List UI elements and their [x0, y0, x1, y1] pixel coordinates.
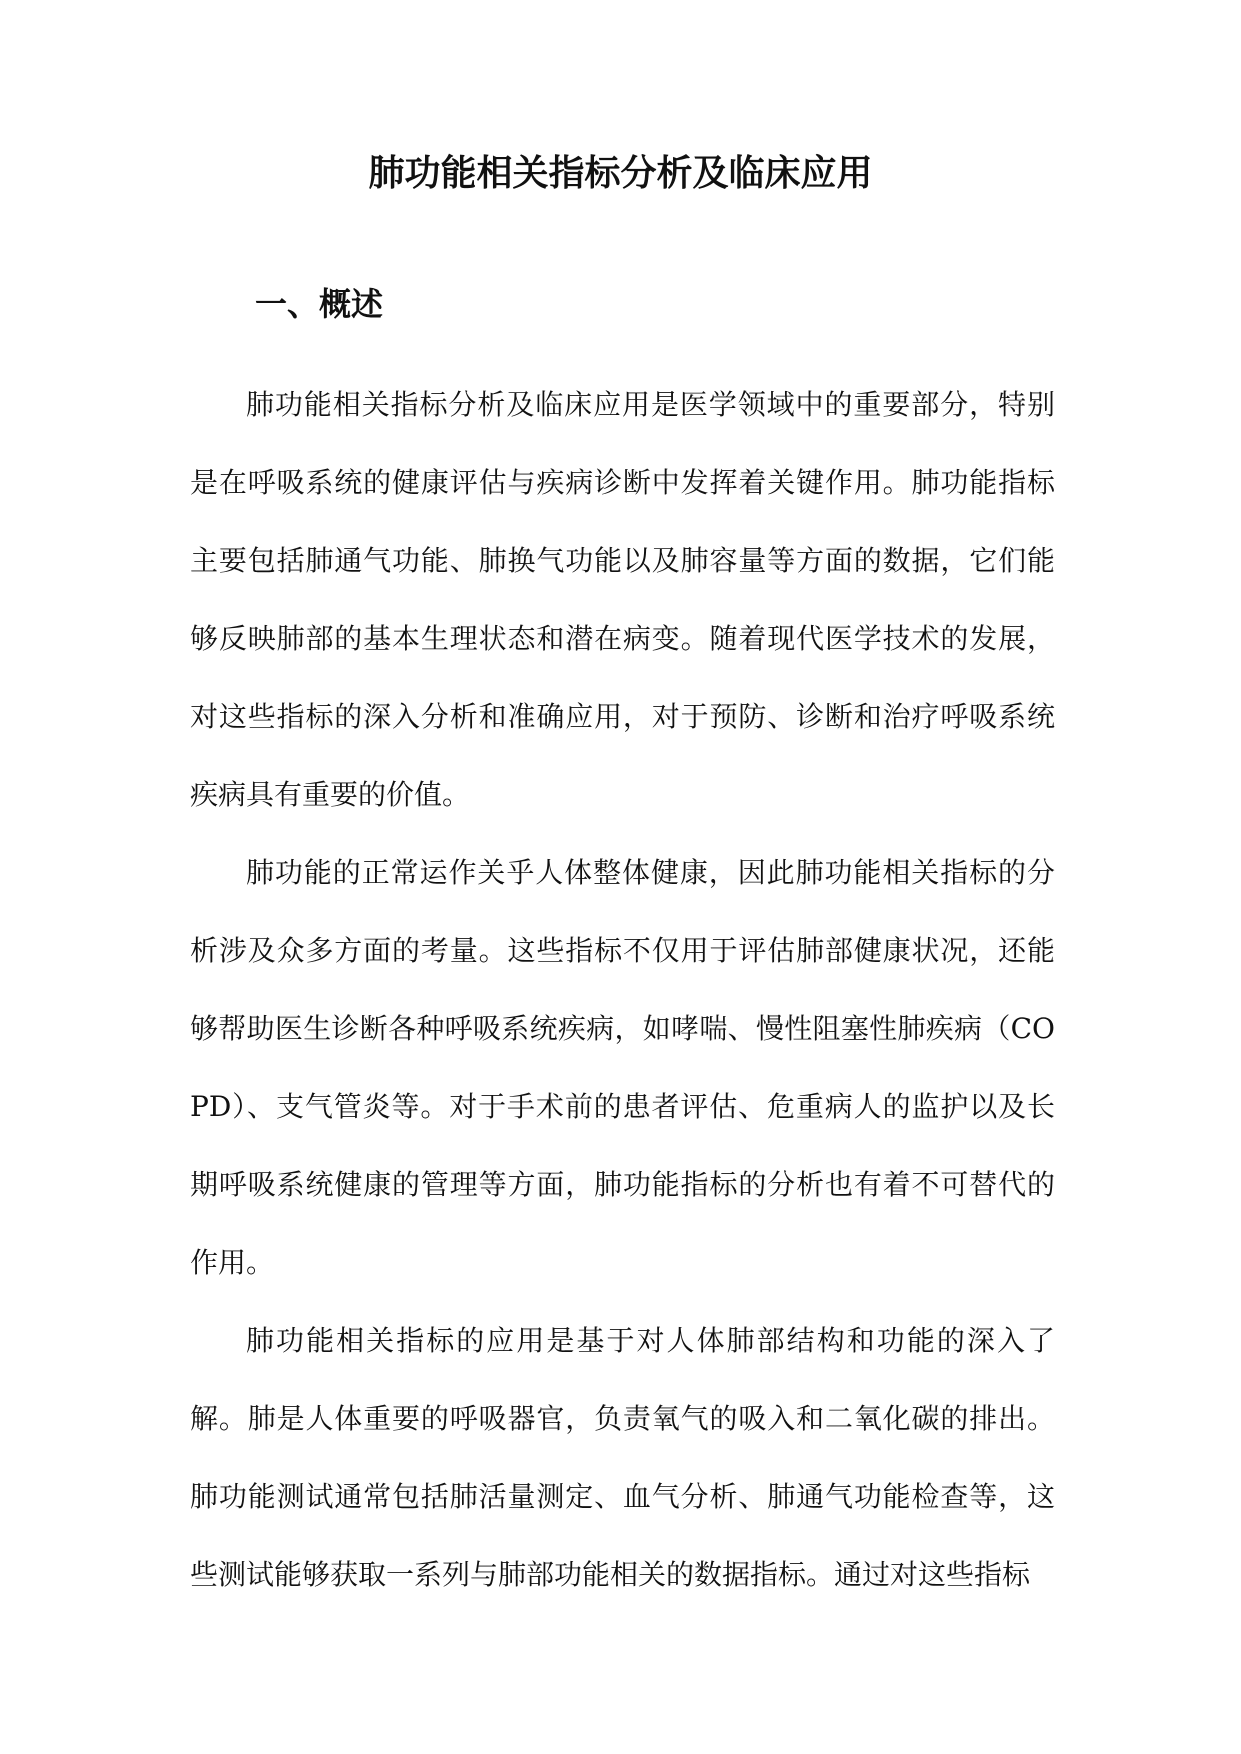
- paragraph-1: 肺功能相关指标分析及临床应用是医学领域中的重要部分，特别是在呼吸系统的健康评估与疾病诊断中发挥着关键作用。肺功能指标主要包括肺通气功能、肺换气功能以及肺容量等方面的数据，它们能够反映肺部的基本生理状态和潜在病变。随着现代医学技术的发展，对这些指标的深入分析和准确应用，对于预防、诊断和治疗呼吸系统疾病具有重要的价值。: [190, 388, 1055, 811]
- document-title: 肺功能相关指标分析及临床应用: [368, 153, 873, 194]
- paragraph-3: 肺功能相关指标的应用是基于对人体肺部结构和功能的深入了解。肺是人体重要的呼吸器官，负责氧气的吸入和二氧化碳的排出。肺功能测试通常包括肺活量测定、血气分析、肺通气功能检查等，这些测试能够获取一系列与肺部功能相关的数据指标。通过对这些指标: [190, 1324, 1055, 1591]
- section-body: [190, 366, 1055, 1614]
- paragraph-2: 肺功能的正常运作关乎人体整体健康，因此肺功能相关指标的分析涉及众多方面的考量。这些指标不仅用于评估肺部健康状况，还能够帮助医生诊断各种呼吸系统疾病，如哮喘、慢性阻塞性肺疾病（COPD）、支气管炎等。对于手术前的患者评估、危重病人的监护以及长期呼吸系统健康的管理等方面，肺功能指标的分析也有着不可替代的作用。: [190, 856, 1055, 1279]
- section-heading: 一、概述: [255, 285, 384, 323]
